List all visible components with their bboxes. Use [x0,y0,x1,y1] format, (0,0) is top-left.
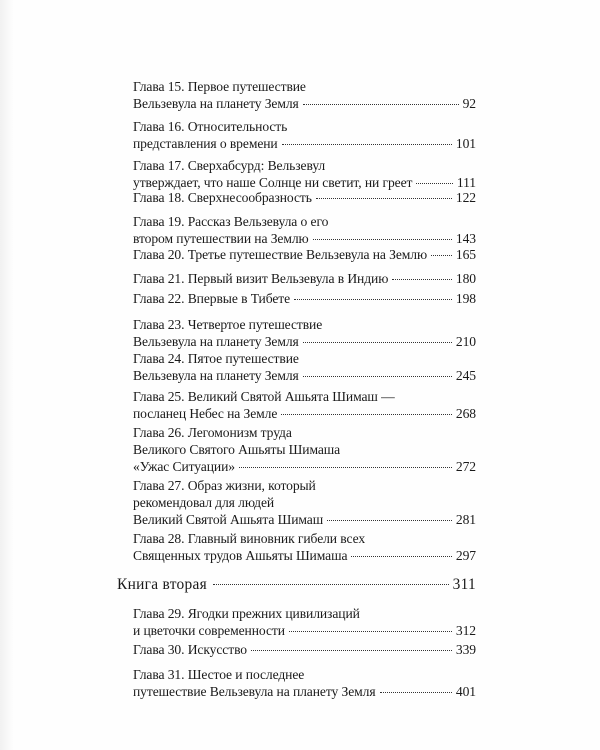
dot-leader [316,197,452,199]
page-number: 92 [462,96,476,111]
page-number: 180 [455,271,476,286]
dot-leader [303,341,452,343]
book-title: Книга вторая [117,576,208,593]
page-number: 101 [455,136,476,151]
toc-entry-line: Глава 26. Легомонизм труда [133,425,292,440]
dot-leader [431,254,452,256]
dot-leader [239,466,452,468]
toc-entry-line: Глава 29. Ягодки прежних цивилизаций [133,606,360,621]
toc-entry-chapter-22[interactable] [133,290,476,307]
page-number: 311 [452,576,476,593]
toc-entry-line: Глава 28. Главный виновник гибели всех [133,531,366,546]
page-number: 339 [455,642,476,657]
toc-entry-line: посланец Небес на Земле [133,406,278,421]
toc-entry-chapter-26[interactable] [133,424,476,475]
toc-entry-line: «Ужас Ситуации» [133,459,235,474]
toc-entry-line: Глава 21. Первый визит Вельзевула в Индию [133,271,389,286]
toc-entry-line: Глава 24. Пятое путешествие [133,351,299,366]
toc-entry-chapter-21[interactable] [133,270,476,287]
toc-entry-chapter-30[interactable] [133,641,476,658]
toc-entry-line: Глава 18. Сверхнесообразность [133,190,312,205]
page-number: 312 [455,623,476,638]
page-number: 281 [455,512,476,527]
dot-leader [251,649,452,651]
toc-entry-line: и цветочки современности [133,623,285,638]
dot-leader [282,143,452,145]
toc-entry-line: Глава 22. Впервые в Тибете [133,291,291,306]
toc-entry-line: Глава 20. Третье путешествие Вельзевула на Землю [133,247,428,262]
page-number: 268 [455,406,476,421]
toc-entry-chapter-23[interactable] [133,316,476,350]
page-number: 111 [456,175,476,190]
toc-entry-line: утверждает, что наше Солнце ни светит, ни греет [133,175,413,190]
toc-entry-line: Вельзевула на планету Земля [133,368,299,383]
page-number: 297 [455,548,476,563]
toc-entry-chapter-28[interactable] [133,530,476,564]
page-number: 245 [455,368,476,383]
dot-leader [380,691,452,693]
dot-leader [281,413,452,415]
toc-entry-chapter-20[interactable] [133,246,476,263]
dot-leader [303,375,452,377]
dot-leader [392,278,452,280]
toc-entry-line: Глава 23. Четвертое путешествие [133,317,323,332]
toc-entry-line: Глава 19. Рассказ Вельзевула о его [133,214,329,229]
toc-entry-line: Великий Святой Ашьята Шимаш [133,512,324,527]
page-number: 122 [455,190,476,205]
toc-entry-line: Вельзевула на планету Земля [133,334,299,349]
toc-entry-chapter-29[interactable] [133,605,476,639]
toc-entry-chapter-25[interactable] [133,388,476,422]
toc-entry-chapter-19[interactable] [133,213,476,247]
page-number: 165 [455,247,476,262]
toc-entry-line: путешествие Вельзевула на планету Земля [133,684,376,699]
toc-entry-chapter-18[interactable] [133,189,476,206]
toc-entry-book-two[interactable] [117,575,476,595]
toc-entry-chapter-24[interactable] [133,350,476,384]
dot-leader [416,182,453,184]
dot-leader [294,298,452,300]
page-number: 272 [455,459,476,474]
toc-entry-chapter-16[interactable] [133,118,476,152]
dot-leader [351,555,452,557]
toc-entry-line: Великого Святого Ашьяты Шимаша [133,442,341,457]
toc-entry-line: Глава 27. Образ жизни, который [133,478,316,493]
toc-entry-line: рекомендовал для людей [133,495,275,510]
toc-entry-line: Глава 30. Искусство [133,642,248,657]
toc-entry-line: Глава 17. Сверхабсурд: Вельзевул [133,158,326,173]
toc-entry-chapter-15[interactable] [133,78,476,112]
toc-entry-line: втором путешествии на Землю [133,231,309,246]
toc-entry-line: Священных трудов Ашьяты Шимаша [133,548,348,563]
page-number: 401 [455,684,476,699]
dot-leader [327,519,452,521]
page-number: 198 [455,291,476,306]
page-number: 143 [455,231,476,246]
toc-entry-line: Вельзевула на планету Земля [133,96,299,111]
page-gutter-shadow [0,0,14,750]
toc-entry-chapter-17[interactable] [133,157,476,191]
toc-entry-line: Глава 31. Шестое и последнее [133,667,305,682]
toc-entry-line: представления о времени [133,136,278,151]
toc-entry-line: Глава 16. Относительность [133,119,288,134]
toc-entry-chapter-27[interactable] [133,477,476,528]
page-number: 210 [455,334,476,349]
dot-leader [313,238,452,240]
dot-leader [303,103,459,105]
toc-entry-chapter-31[interactable] [133,666,476,700]
toc-entry-line: Глава 15. Первое путешествие [133,79,306,94]
dot-leader [289,630,452,632]
toc-entry-line: Глава 25. Великий Святой Ашьята Шимаш — [133,389,395,404]
dot-leader [213,583,449,585]
